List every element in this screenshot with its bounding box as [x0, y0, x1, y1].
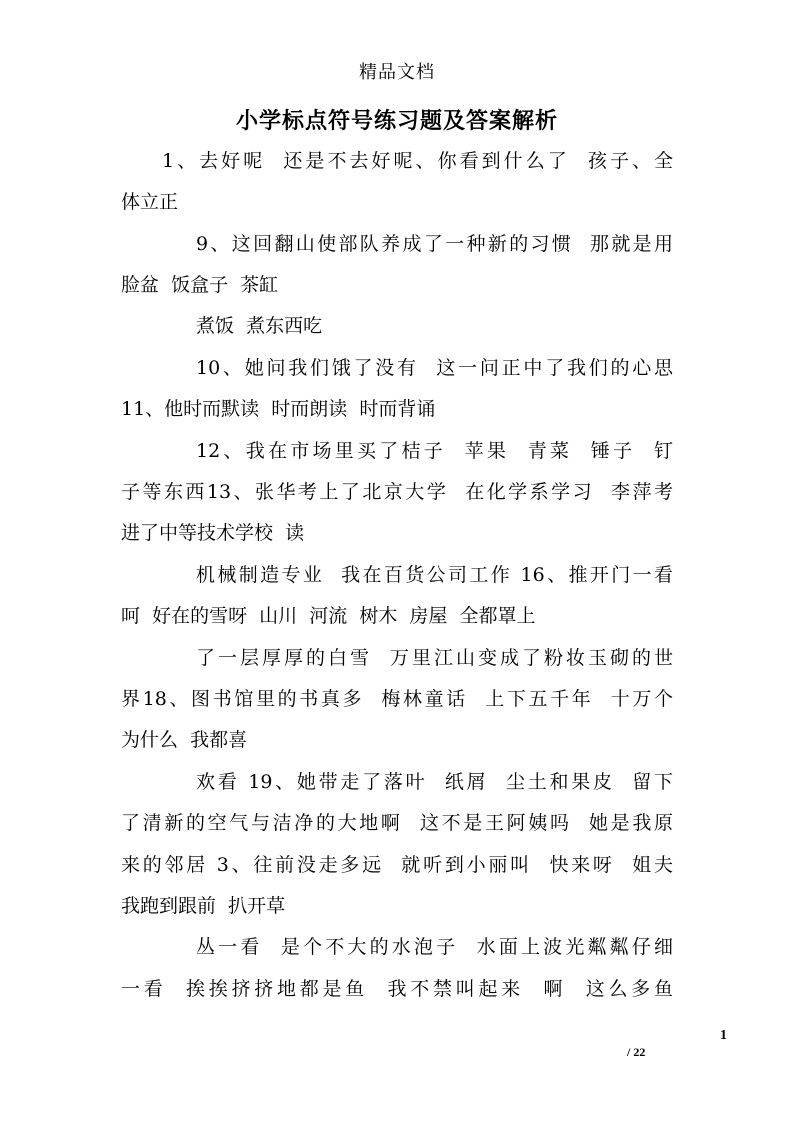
text-line: 子等东西13、张华考上了北京大学 在化学系学习 李萍考 [121, 481, 673, 503]
text-line: 为什么 我都喜 [121, 729, 248, 751]
text-line: 1、去好呢 还是不去好呢、你看到什么了 孩子、全 [162, 150, 673, 172]
text-line: 丛一看 是个不大的水泡子 水面上波光粼粼仔细 [196, 936, 673, 958]
text-line: 进了中等技术学校 读 [121, 522, 305, 544]
text-line: 欢看 19、她带走了落叶 纸屑 尘土和果皮 留下 [196, 771, 673, 793]
text-line: 12、我在市场里买了桔子 苹果 青菜 锤子 钉 [196, 440, 673, 462]
text-line: 体立正 [121, 191, 179, 213]
text-line: 一看 挨挨挤挤地都是鱼 我不禁叫起来 啊 这么多鱼 [121, 978, 673, 1000]
page-total: / 22 [627, 1045, 646, 1059]
text-line: 11、他时而默读 时而朗读 时而背诵 [121, 398, 436, 420]
text-line: 10、她问我们饿了没有 这一问正中了我们的心思 [196, 357, 673, 379]
text-line: 机械制造专业 我在百货公司工作 16、推开门一看 [196, 564, 673, 586]
text-line: 呵 好在的雪呀 山川 河流 树木 房屋 全都罩上 [121, 605, 536, 627]
text-line: 煮饭 煮东西吃 [196, 315, 323, 337]
text-line: 了一层厚厚的白雪 万里江山变成了粉妆玉砌的世 [196, 647, 673, 669]
text-line: 了清新的空气与洁净的大地啊 这不是王阿姨吗 她是我原 [121, 812, 673, 834]
page-header: 精品文档 [359, 62, 435, 83]
page-number: 1 [720, 1028, 727, 1043]
text-line: 我跑到跟前 扒开草 [121, 895, 286, 917]
text-line: 9、这回翻山使部队养成了一种新的习惯 那就是用 [196, 233, 673, 255]
text-line: 脸盆 饭盒子 茶缸 [121, 274, 279, 296]
document-title: 小学标点符号练习题及答案解析 [235, 108, 558, 134]
text-line: 来的邻居 3、往前没走多远 就听到小丽叫 快来呀 姐夫 [121, 854, 673, 876]
text-line: 界18、图书馆里的书真多 梅林童话 上下五千年 十万个 [121, 688, 673, 710]
